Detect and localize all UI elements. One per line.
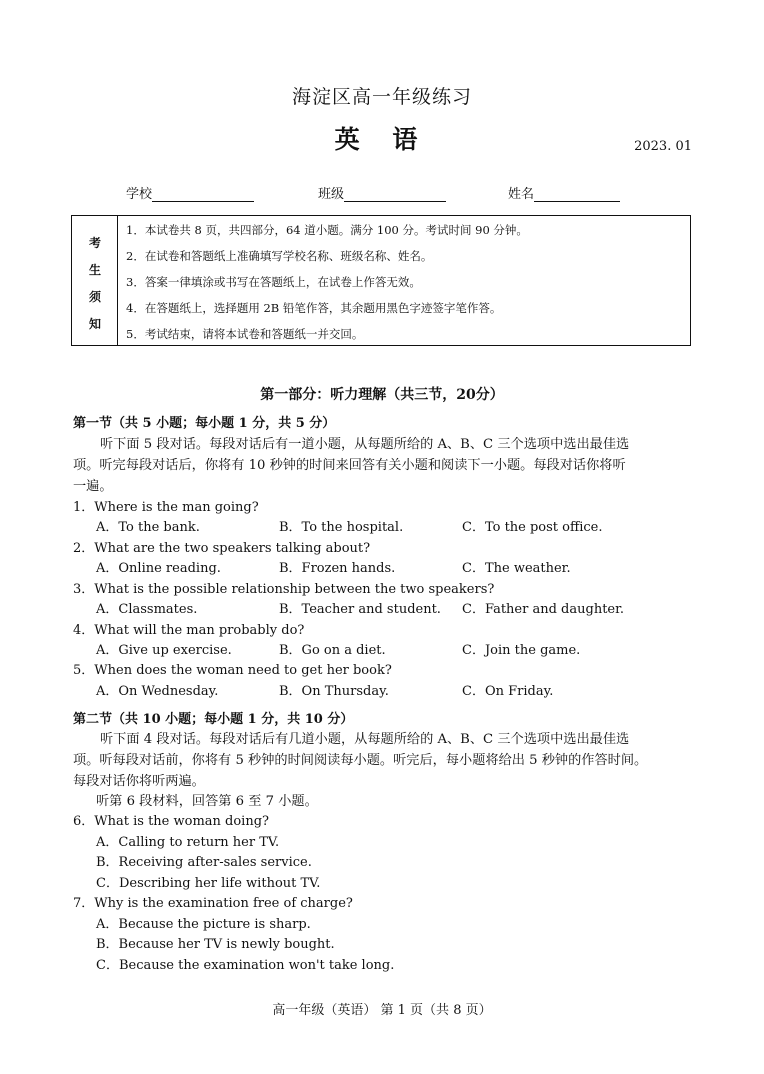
notice-side-char: 生 (88, 263, 101, 277)
exam-date: 2023. 01 (634, 139, 692, 154)
notice-side-label (72, 216, 118, 345)
option-a: A．To the bank. (96, 520, 200, 535)
school-field (126, 183, 254, 202)
class-label: 班级 (318, 187, 345, 202)
option-a: A．Classmates. (96, 602, 198, 617)
option-a: A．Give up exercise. (96, 643, 232, 658)
option-c: C．Describing her life without TV. (96, 876, 321, 891)
option-a: A．On Wednesday. (96, 684, 219, 699)
section2-instruction-line: 项。听每段对话前，你将有 5 秒钟的时间阅读每小题。听完后，每小题将给出 5 秒钟的作答时间。 (73, 753, 648, 768)
notice-side-char: 知 (88, 317, 101, 331)
question-stem: 5．When does the woman need to get her book? (73, 663, 392, 678)
section1-instruction-line: 一遍。 (73, 479, 113, 494)
option-a: A．Because the picture is sharp. (96, 917, 311, 932)
section2-instruction-line: 听下面 4 段对话。每段对话后有几道小题，从每题所给的 A、B、C 三个选项中选出最佳选 (100, 732, 630, 747)
class-blank (344, 187, 446, 202)
option-a: A．Calling to return her TV. (96, 835, 280, 850)
option-c: C．The weather. (462, 561, 571, 576)
notice-item: 2．在试卷和答题纸上准确填写学校名称、班级名称、姓名。 (126, 249, 433, 263)
material-note: 听第 6 段材料，回答第 6 至 7 小题。 (96, 794, 318, 809)
option-c: C．To the post office. (462, 520, 603, 535)
name-label: 姓名 (508, 187, 535, 202)
part-title: 第一部分：听力理解（共三节，20分） (260, 387, 504, 403)
question-stem: 4．What will the man probably do? (73, 623, 305, 638)
question-stem: 7．Why is the examination free of charge? (73, 896, 353, 911)
section2-heading: 第二节（共 10 小题；每小题 1 分，共 10 分） (73, 712, 354, 727)
name-field (508, 183, 620, 202)
name-blank (534, 187, 620, 202)
option-c: C．Father and daughter. (462, 602, 625, 617)
option-c: C．Because the examination won't take long. (96, 958, 395, 973)
option-b: B．Teacher and student. (279, 602, 441, 617)
option-b: B．To the hospital. (279, 520, 404, 535)
page-footer: 高一年级（英语） 第 1 页（共 8 页） (272, 1003, 492, 1018)
notice-item: 5．考试结束，请将本试卷和答题纸一并交回。 (126, 327, 364, 341)
notice-item: 1．本试卷共 8 页，共四部分，64 道小题。满分 100 分。考试时间 90 分钟。 (126, 223, 528, 237)
option-b: B．Receiving after-sales service. (96, 855, 312, 870)
class-field (318, 183, 446, 202)
school-blank (152, 187, 254, 202)
notice-side-char: 须 (88, 290, 101, 304)
section1-instruction-line: 听下面 5 段对话。每段对话后有一道小题，从每题所给的 A、B、C 三个选项中选出最佳选 (100, 437, 630, 452)
option-c: C．Join the game. (462, 643, 581, 658)
option-b: B．Frozen hands. (279, 561, 396, 576)
subject-title: 英 语 (334, 125, 430, 154)
section1-heading: 第一节（共 5 小题；每小题 1 分，共 5 分） (73, 416, 336, 431)
section2-instruction-line: 每段对话你将听两遍。 (73, 774, 205, 789)
school-label: 学校 (126, 187, 153, 202)
question-stem: 2．What are the two speakers talking about? (73, 541, 371, 556)
exam-title: 海淀区高一年级练习 (291, 86, 472, 108)
option-b: B．On Thursday. (279, 684, 389, 699)
option-b: B．Because her TV is newly bought. (96, 937, 335, 952)
question-stem: 6．What is the woman doing? (73, 814, 270, 829)
option-b: B．Go on a diet. (279, 643, 386, 658)
option-a: A．Online reading. (96, 561, 221, 576)
notice-side-char: 考 (88, 236, 101, 250)
question-stem: 1．Where is the man going? (73, 500, 259, 515)
question-stem: 3．What is the possible relationship between the two speakers? (73, 582, 495, 597)
option-c: C．On Friday. (462, 684, 554, 699)
notice-item: 3．答案一律填涂或书写在答题纸上，在试卷上作答无效。 (126, 275, 421, 289)
section1-instruction-line: 项。听完每段对话后，你将有 10 秒钟的时间来回答有关小题和阅读下一小题。每段对话你将听 (73, 458, 626, 473)
candidate-notice-box (71, 215, 691, 346)
notice-item: 4．在答题纸上，选择题用 2B 铅笔作答，其余题用黑色字迹签字笔作答。 (126, 301, 502, 315)
